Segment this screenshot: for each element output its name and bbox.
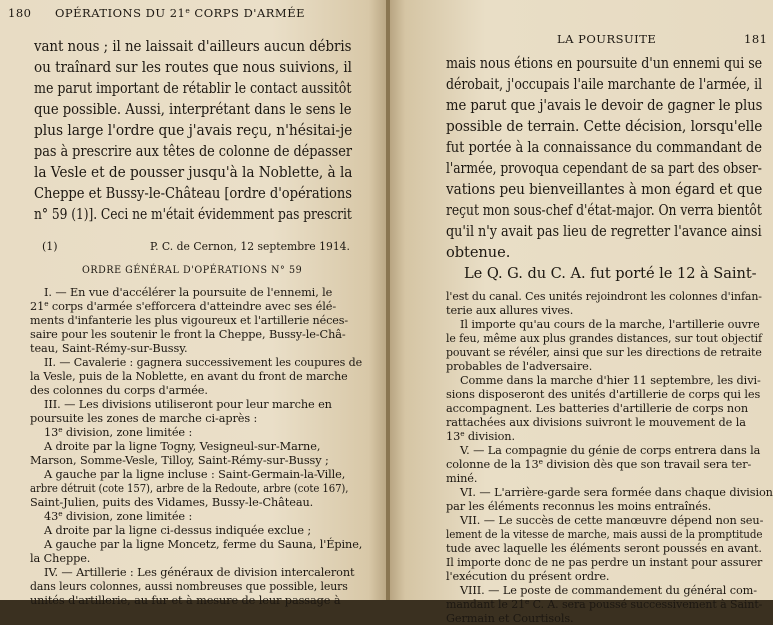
order-line: A gauche par la ligne Moncetz, ferme du Sauna, l'Épine,	[44, 538, 363, 551]
text-line: me parut que j'avais le devoir de gagner le plus	[446, 97, 763, 114]
order-line: l'exécution du présent ordre.	[446, 570, 610, 583]
order-line: A gauche par la ligne incluse : Saint-Germain-la-Ville,	[44, 468, 346, 481]
order-line: lement de la vitesse de marche, mais aussi de la promptitude	[446, 528, 763, 541]
order-line: IV. — Artillerie : Les généraux de division intercaleront	[44, 566, 355, 579]
order-line: rattachées aux divisions suivront le mouvement de la	[446, 416, 746, 429]
text-line: fut portée à la connaissance du commandant de	[446, 139, 762, 156]
text-line: reçut mon sous-chef d'état-major. On verra bientôt	[446, 202, 762, 219]
left-page	[0, 0, 388, 607]
order-line: sions disposeront des unités d'artillerie de corps qui les	[446, 388, 761, 401]
text-line: plus large l'ordre que j'avais reçu, n'hésitai-je	[34, 122, 353, 139]
order-line: la Cheppe.	[30, 552, 91, 565]
order-line: 13e division.	[446, 428, 515, 443]
order-line: Saint-Julien, puits des Vidames, Bussy-le-Château.	[30, 496, 314, 509]
text-line: vant nous ; il ne laissait d'ailleurs aucun débris	[34, 38, 352, 55]
order-line: 13e division, zone limitée :	[44, 424, 193, 439]
right-page	[390, 0, 773, 625]
text-line: possible de terrain. Cette décision, lorsqu'elle	[446, 118, 763, 135]
order-line: le feu, même aux plus grandes distances, sur tout objectif	[446, 332, 762, 345]
order-line: ments d'infanterie les plus vigoureux et l'artillerie néces-	[30, 314, 349, 327]
text-line: n° 59 (1)]. Ceci ne m'était évidemment pas prescrit	[34, 206, 352, 223]
right-running-title: LA POURSUITE	[557, 32, 657, 46]
order-line: colonne de la 13e division dès que son travail sera ter-	[446, 456, 752, 471]
text-line: mais nous étions en poursuite d'un ennemi qui se	[446, 55, 763, 72]
footnote-marker: (1)	[42, 240, 58, 253]
order-line: Il importe donc de ne pas perdre un instant pour assurer	[446, 556, 763, 569]
order-line: accompagnent. Les batteries d'artillerie de corps non	[446, 402, 748, 415]
order-line: Marson, Somme-Vesle, Tilloy, Saint-Rémy-sur-Bussy ;	[30, 454, 329, 467]
order-line: Comme dans la marche d'hier 11 septembre, les divi-	[460, 374, 761, 387]
order-line: 43e division, zone limitée :	[44, 508, 193, 523]
order-line: Il importe qu'au cours de la marche, l'artillerie ouvre	[460, 318, 760, 331]
order-line: par les éléments reconnus les moins entraînés.	[446, 500, 712, 513]
left-running-title: OPÉRATIONS DU 21e CORPS D'ARMÉE	[55, 5, 305, 20]
text-line: Le Q. G. du C. A. fut porté le 12 à Saint-	[464, 265, 757, 282]
order-line: A droite par la ligne ci-dessus indiquée exclue ;	[44, 524, 312, 537]
text-line: vations peu bienveillantes à mon égard et que	[446, 181, 763, 198]
text-line: la Vesle et de pousser jusqu'à la Noblette, à la	[34, 164, 353, 181]
order-line: A droite par la ligne Togny, Vesigneul-sur-Marne,	[44, 440, 321, 453]
text-line: l'armée, provoqua cependant de sa part des obser-	[446, 160, 762, 177]
text-line: Cheppe et Bussy-le-Château [ordre d'opérations	[34, 185, 352, 202]
order-line: miné.	[446, 472, 478, 485]
order-line: mandant le 21e C. A. sera poussé successivement à Saint-	[446, 596, 763, 611]
order-line: dans leurs colonnes, aussi nombreuses que possible, leurs	[30, 580, 348, 593]
order-line: II. — Cavalerie : gagnera successivement les coupures de	[44, 356, 363, 369]
order-line: tude avec laquelle les éléments seront poussés en avant.	[446, 542, 762, 555]
order-line: arbre détruit (cote 157), arbre de la Redoute, arbre (cote 167),	[30, 482, 349, 495]
text-line: obtenue.	[446, 244, 511, 261]
order-line: VIII. — Le poste de commandement du général com-	[460, 584, 758, 597]
order-line: terie aux allures vives.	[446, 304, 574, 317]
order-line: VII. — Le succès de cette manœuvre dépend non seu-	[460, 514, 764, 527]
order-line: saire pour les soutenir le front la Cheppe, Bussy-le-Châ-	[30, 328, 346, 341]
order-line: Germain et Courtisols.	[446, 612, 574, 625]
right-page-number: 181	[744, 32, 768, 46]
order-line: pouvant se révéler, ainsi que sur les directions de retraite	[446, 346, 762, 359]
order-line: VI. — L'arrière-garde sera formée dans chaque division	[460, 486, 773, 499]
order-title: ORDRE GÉNÉRAL D'OPÉRATIONS N° 59	[82, 265, 303, 276]
order-line: teau, Saint-Rémy-sur-Bussy.	[30, 342, 188, 355]
order-line: l'est du canal. Ces unités rejoindront les colonnes d'infan-	[446, 290, 762, 303]
order-line: la Vesle, puis de la Noblette, en avant du front de marche	[30, 370, 348, 383]
order-line: I. — En vue d'accélérer la poursuite de l'ennemi, le	[44, 286, 333, 299]
order-line: probables de l'adversaire.	[446, 360, 593, 373]
left-page-number: 180	[8, 6, 32, 20]
order-line: V. — La compagnie du génie de corps entrera dans la	[460, 444, 761, 457]
text-line: ou traînard sur les routes que nous suivions, il	[34, 59, 352, 76]
order-line: des colonnes du corps d'armée.	[30, 384, 208, 397]
order-line: poursuite les zones de marche ci-après :	[30, 412, 258, 425]
text-line: me parut important de rétablir le contact aussitôt	[34, 80, 352, 97]
text-line: qu'il n'y avait pas lieu de regretter l'avance ainsi	[446, 223, 762, 240]
text-line: dérobait, j'occupais l'aile marchante de l'armée, il	[446, 76, 763, 93]
order-line: 21e corps d'armée s'efforcera d'atteindre avec ses élé-	[30, 298, 337, 313]
order-line: III. — Les divisions utiliseront pour leur marche en	[44, 398, 332, 411]
order-line: unités d'artillerie, au fur et à mesure de leur passage à	[30, 594, 341, 607]
footnote-text: P. C. de Cernon, 12 septembre 1914.	[150, 240, 350, 253]
text-line: que possible. Aussi, interprétant dans le sens le	[34, 101, 352, 118]
text-line: pas à prescrire aux têtes de colonne de dépasser	[34, 143, 352, 160]
